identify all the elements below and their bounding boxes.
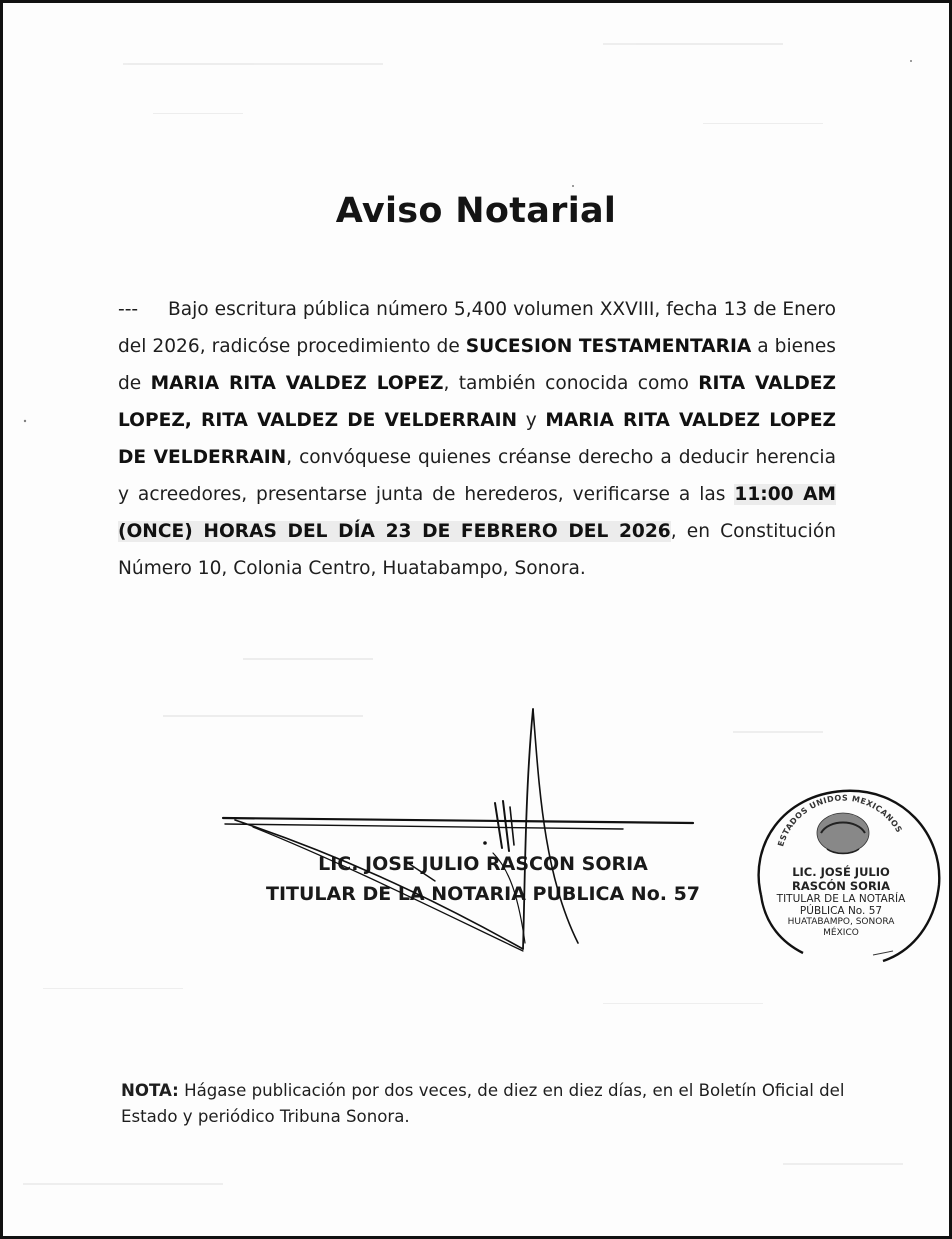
signature-block	[183, 849, 783, 909]
note-text: Hágase publicación por dos veces, de diez en diez días, en el Boletín Oficial del Estado y periódico Tribuna Sonora.	[121, 1081, 845, 1126]
notice-body	[118, 291, 836, 587]
note-label: NOTA:	[121, 1081, 179, 1100]
body-text-5: , convóquese quienes créanse derecho a deducir herencia y acreedores, presentarse junta de herederos, verificarse a las	[118, 447, 836, 505]
alias-names: RITA VALDEZ LOPEZ, RITA VALDEZ DE VELDERRAIN	[118, 373, 836, 431]
body-text-3: , también conocida como	[443, 373, 699, 394]
seal-arc-text: ESTADOS UNIDOS MEXICANOS	[776, 793, 904, 848]
body-text-4: y	[517, 410, 546, 431]
seal-line-6: MÉXICO	[823, 928, 859, 938]
deceased-name: MARIA RITA VALDEZ LOPEZ	[150, 373, 444, 394]
procedure-type: SUCESION TESTAMENTARIA	[465, 336, 752, 357]
seal-line-3: TITULAR DE LA NOTARÍA	[776, 893, 906, 905]
body-text-1: Bajo escritura pública número 5,400 volumen XXVIII, fecha 13 de Enero del 2026, radicóse procedimiento de	[118, 299, 836, 357]
body-text-2: a bienes de	[118, 336, 836, 394]
signatory-position: TITULAR DE LA NOTARIA PUBLICA No. 57	[265, 883, 701, 905]
body-text-6: , en Constitución Número 10, Colonia Centro, Huatabampo, Sonora.	[118, 521, 836, 579]
seal-line-1: LIC. JOSÉ JULIO	[792, 865, 890, 879]
seal-line-2: RASCÓN SORIA	[792, 879, 890, 893]
scan-noise	[3, 3, 949, 1236]
handwritten-signature	[3, 3, 949, 1236]
full-alias-name: MARIA RITA VALDEZ LOPEZ DE VELDERRAIN	[118, 410, 837, 468]
meeting-datetime: 11:00 AM (ONCE) HORAS DEL DÍA 23 DE FEBRERO DEL 2026	[118, 484, 836, 542]
seal-text	[751, 865, 931, 939]
seal-line-4: PÚBLICA No. 57	[799, 905, 883, 917]
publication-note	[121, 1078, 846, 1130]
leading-dashes: ---	[118, 299, 139, 320]
eagle-emblem-icon	[817, 813, 869, 854]
document-title: Aviso Notarial	[335, 191, 617, 231]
signatory-name: LIC. JOSE JULIO RASCON SORIA	[318, 853, 648, 875]
seal-line-5: HUATABAMPO, SONORA	[787, 917, 895, 927]
